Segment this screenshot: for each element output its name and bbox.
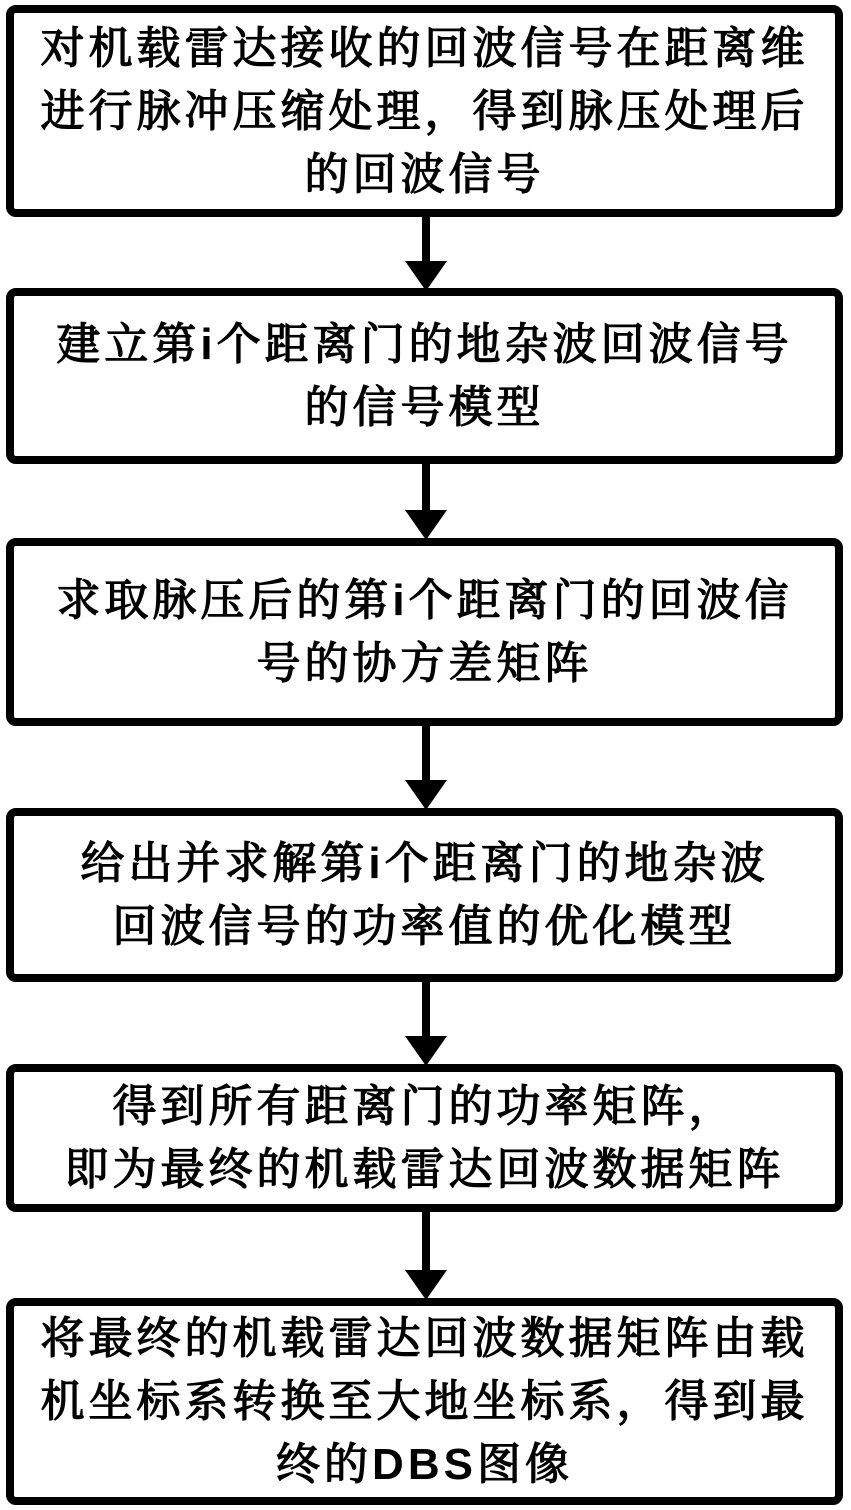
arrow-head [405, 1036, 447, 1066]
flow-step-5-box [6, 1064, 843, 1212]
arrow-head [405, 510, 447, 540]
arrow-shaft [422, 980, 430, 1036]
down-arrow-icon-2 [404, 462, 448, 540]
arrow-shaft [422, 724, 430, 780]
flow-step-1-box [6, 5, 843, 217]
down-arrow-icon-4 [404, 980, 448, 1066]
flow-step-2-text-line-1: 建立第i个距离门的地杂波回波信号 [56, 320, 793, 369]
flow-step-2-text-line-2: 的信号模型 [304, 383, 545, 432]
arrow-shaft [422, 1210, 430, 1270]
flow-step-5-text-line-2: 即为最终的机载雷达回波数据矩阵 [64, 1145, 785, 1194]
arrow-head [405, 780, 447, 810]
flow-step-4-text-line-1: 给出并求解第i个距离门的地杂波 [80, 839, 769, 888]
arrow-head [405, 1270, 447, 1300]
arrow-shaft [422, 215, 430, 261]
down-arrow-icon-3 [404, 724, 448, 810]
arrow-shaft [422, 462, 430, 510]
flow-step-1-text-line-1: 对机载雷达接收的回波信号在距离维 [40, 23, 809, 73]
flow-step-6-text-line-2: 机坐标系转换至大地坐标系，得到最 [40, 1377, 809, 1426]
flow-step-1-text-line-3: 的回波信号 [304, 149, 545, 199]
flow-step-6-text-line-1: 将最终的机载雷达回波数据矩阵由载 [40, 1314, 809, 1363]
arrow-head [405, 261, 447, 291]
down-arrow-icon-5 [404, 1210, 448, 1300]
flow-step-3-text-line-2: 号的协方差矩阵 [256, 639, 593, 688]
flow-step-4-box [6, 808, 843, 982]
flow-step-3-text-line-1: 求取脉压后的第i个距离门的回波信 [56, 576, 793, 625]
down-arrow-icon-1 [404, 215, 448, 291]
flow-step-2-box [6, 288, 843, 464]
flow-step-3-box [6, 538, 843, 726]
flow-step-6-text-line-3: 终的DBS图像 [276, 1440, 573, 1489]
flow-step-4-text-line-2: 回波信号的功率值的优化模型 [112, 902, 737, 951]
flow-step-5-text-line-1: 得到所有距离门的功率矩阵， [112, 1082, 737, 1131]
flow-step-1-text-line-2: 进行脉冲压缩处理，得到脉压处理后 [40, 86, 809, 136]
flow-step-6-box [6, 1298, 843, 1505]
